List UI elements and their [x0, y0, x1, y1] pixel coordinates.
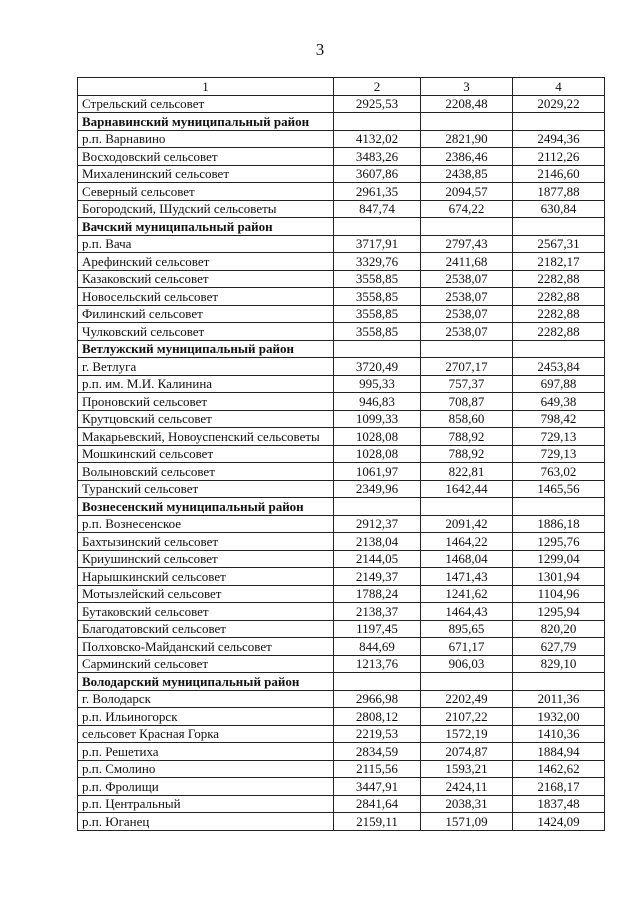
table-row [78, 603, 605, 621]
value-cell-v4: 627,79 [513, 638, 605, 656]
value-cell-v4: 1299,04 [513, 550, 605, 568]
settlement-name: р.п. Юганец [78, 813, 334, 831]
table-row [78, 795, 605, 813]
value-cell-v2: 2808,12 [334, 708, 421, 726]
table-row [78, 533, 605, 551]
empty-cell [421, 218, 513, 236]
table-row [78, 620, 605, 638]
value-cell-v4: 1295,76 [513, 533, 605, 551]
empty-cell [421, 673, 513, 691]
value-cell-v3: 2202,49 [421, 690, 513, 708]
value-cell-v4: 2011,36 [513, 690, 605, 708]
settlement-name: Полховско-Майданский сельсовет [78, 638, 334, 656]
value-cell-v2: 2912,37 [334, 515, 421, 533]
table-row [78, 708, 605, 726]
table-row [78, 445, 605, 463]
district-name: Вознесенский муниципальный район [78, 498, 334, 516]
table-row [78, 375, 605, 393]
table-row [78, 655, 605, 673]
table-row [78, 358, 605, 376]
value-cell-v3: 1471,43 [421, 568, 513, 586]
table-body [78, 78, 605, 831]
value-cell-v3: 2821,90 [421, 130, 513, 148]
table-row [78, 130, 605, 148]
value-cell-v4: 2282,88 [513, 323, 605, 341]
value-cell-v2: 1061,97 [334, 463, 421, 481]
settlement-name: Михаленинский сельсовет [78, 165, 334, 183]
settlement-name: Казаковский сельсовет [78, 270, 334, 288]
value-cell-v2: 3558,85 [334, 305, 421, 323]
value-cell-v4: 1462,62 [513, 760, 605, 778]
table-row [78, 480, 605, 498]
district-name: Варнавинский муниципальный район [78, 113, 334, 131]
value-cell-v2: 844,69 [334, 638, 421, 656]
value-cell-v4: 798,42 [513, 410, 605, 428]
value-cell-v2: 2138,37 [334, 603, 421, 621]
table-row [78, 638, 605, 656]
value-cell-v2: 3717,91 [334, 235, 421, 253]
settlement-name: Бутаковский сельсовет [78, 603, 334, 621]
column-header-4: 4 [513, 78, 605, 96]
settlement-name: Мотызлейский сельсовет [78, 585, 334, 603]
value-cell-v2: 1197,45 [334, 620, 421, 638]
value-cell-v4: 697,88 [513, 375, 605, 393]
table-row [78, 148, 605, 166]
settlement-name: р.п. Смолино [78, 760, 334, 778]
value-cell-v2: 2144,05 [334, 550, 421, 568]
value-cell-v2: 1028,08 [334, 445, 421, 463]
district-name: Вачский муниципальный район [78, 218, 334, 236]
settlement-name: Криушинский сельсовет [78, 550, 334, 568]
value-cell-v3: 2707,17 [421, 358, 513, 376]
value-cell-v3: 1241,62 [421, 585, 513, 603]
value-cell-v2: 946,83 [334, 393, 421, 411]
table-row [78, 428, 605, 446]
value-cell-v3: 2411,68 [421, 253, 513, 271]
tariff-table [77, 77, 605, 831]
value-cell-v4: 2112,26 [513, 148, 605, 166]
value-cell-v4: 2182,17 [513, 253, 605, 271]
district-name: Володарский муниципальный район [78, 673, 334, 691]
settlement-name: р.п. Ильиногорск [78, 708, 334, 726]
page-number: 3 [315, 40, 325, 59]
value-cell-v2: 847,74 [334, 200, 421, 218]
value-cell-v2: 2966,98 [334, 690, 421, 708]
table-row [78, 165, 605, 183]
settlement-name: Новосельский сельсовет [78, 288, 334, 306]
column-header-3: 3 [421, 78, 513, 96]
settlement-name: Крутцовский сельсовет [78, 410, 334, 428]
value-cell-v4: 829,10 [513, 655, 605, 673]
settlement-name: Чулковский сельсовет [78, 323, 334, 341]
table-row [78, 743, 605, 761]
empty-cell [334, 673, 421, 691]
value-cell-v3: 895,65 [421, 620, 513, 638]
value-cell-v2: 3720,49 [334, 358, 421, 376]
value-cell-v2: 1028,08 [334, 428, 421, 446]
value-cell-v4: 1301,94 [513, 568, 605, 586]
district-header-row [78, 340, 605, 358]
value-cell-v2: 4132,02 [334, 130, 421, 148]
value-cell-v3: 858,60 [421, 410, 513, 428]
settlement-name: Богородский, Шудский сельсоветы [78, 200, 334, 218]
table-row [78, 813, 605, 831]
value-cell-v2: 2159,11 [334, 813, 421, 831]
value-cell-v2: 995,33 [334, 375, 421, 393]
value-cell-v3: 1468,04 [421, 550, 513, 568]
value-cell-v3: 2107,22 [421, 708, 513, 726]
empty-cell [421, 498, 513, 516]
empty-cell [334, 498, 421, 516]
table-row [78, 95, 605, 113]
value-cell-v3: 1642,44 [421, 480, 513, 498]
value-cell-v4: 1884,94 [513, 743, 605, 761]
empty-cell [421, 340, 513, 358]
settlement-name: г. Ветлуга [78, 358, 334, 376]
value-cell-v2: 2925,53 [334, 95, 421, 113]
value-cell-v2: 3483,26 [334, 148, 421, 166]
value-cell-v4: 820,20 [513, 620, 605, 638]
empty-cell [421, 113, 513, 131]
value-cell-v3: 708,87 [421, 393, 513, 411]
settlement-name: р.п. Центральный [78, 795, 334, 813]
value-cell-v3: 788,92 [421, 428, 513, 446]
district-header-row [78, 113, 605, 131]
value-cell-v3: 2038,31 [421, 795, 513, 813]
table-row [78, 323, 605, 341]
settlement-name: р.п. Фролищи [78, 778, 334, 796]
value-cell-v2: 2841,64 [334, 795, 421, 813]
settlement-name: Макарьевский, Новоуспенский сельсоветы [78, 428, 334, 446]
value-cell-v3: 2538,07 [421, 305, 513, 323]
value-cell-v4: 1932,00 [513, 708, 605, 726]
value-cell-v3: 1572,19 [421, 725, 513, 743]
value-cell-v3: 2094,57 [421, 183, 513, 201]
district-header-row [78, 498, 605, 516]
settlement-name: Проновский сельсовет [78, 393, 334, 411]
value-cell-v4: 729,13 [513, 428, 605, 446]
settlement-name: Мошкинский сельсовет [78, 445, 334, 463]
column-header-2: 2 [334, 78, 421, 96]
settlement-name: г. Володарск [78, 690, 334, 708]
settlement-name: р.п. Решетиха [78, 743, 334, 761]
table-row [78, 725, 605, 743]
value-cell-v2: 1213,76 [334, 655, 421, 673]
value-cell-v4: 729,13 [513, 445, 605, 463]
settlement-name: р.п. им. М.И. Калинина [78, 375, 334, 393]
value-cell-v3: 788,92 [421, 445, 513, 463]
value-cell-v4: 2282,88 [513, 288, 605, 306]
settlement-name: Нарышкинский сельсовет [78, 568, 334, 586]
district-name: Ветлужский муниципальный район [78, 340, 334, 358]
table-row [78, 550, 605, 568]
value-cell-v4: 2168,17 [513, 778, 605, 796]
settlement-name: Восходовский сельсовет [78, 148, 334, 166]
value-cell-v2: 3558,85 [334, 288, 421, 306]
value-cell-v4: 2029,22 [513, 95, 605, 113]
value-cell-v2: 2834,59 [334, 743, 421, 761]
settlement-name: Северный сельсовет [78, 183, 334, 201]
value-cell-v4: 1295,94 [513, 603, 605, 621]
value-cell-v3: 2797,43 [421, 235, 513, 253]
value-cell-v4: 1886,18 [513, 515, 605, 533]
settlement-name: Филинский сельсовет [78, 305, 334, 323]
value-cell-v4: 1424,09 [513, 813, 605, 831]
value-cell-v2: 2349,96 [334, 480, 421, 498]
value-cell-v3: 671,17 [421, 638, 513, 656]
empty-cell [513, 673, 605, 691]
value-cell-v3: 2438,85 [421, 165, 513, 183]
settlement-name: Туранский сельсовет [78, 480, 334, 498]
value-cell-v2: 3558,85 [334, 270, 421, 288]
table-row [78, 235, 605, 253]
empty-cell [334, 113, 421, 131]
value-cell-v4: 2146,60 [513, 165, 605, 183]
value-cell-v2: 2219,53 [334, 725, 421, 743]
value-cell-v4: 630,84 [513, 200, 605, 218]
value-cell-v4: 763,02 [513, 463, 605, 481]
settlement-name: Благодатовский сельсовет [78, 620, 334, 638]
table-header-row [78, 78, 605, 96]
value-cell-v3: 1464,22 [421, 533, 513, 551]
value-cell-v2: 1099,33 [334, 410, 421, 428]
settlement-name: р.п. Вача [78, 235, 334, 253]
value-cell-v2: 2138,04 [334, 533, 421, 551]
table-row [78, 463, 605, 481]
value-cell-v3: 2074,87 [421, 743, 513, 761]
value-cell-v4: 2567,31 [513, 235, 605, 253]
value-cell-v3: 2538,07 [421, 270, 513, 288]
value-cell-v4: 2282,88 [513, 305, 605, 323]
value-cell-v4: 2282,88 [513, 270, 605, 288]
value-cell-v2: 3329,76 [334, 253, 421, 271]
settlement-name: Арефинский сельсовет [78, 253, 334, 271]
settlement-name: сельсовет Красная Горка [78, 725, 334, 743]
settlement-name: Бахтызинский сельсовет [78, 533, 334, 551]
empty-cell [513, 340, 605, 358]
empty-cell [513, 498, 605, 516]
value-cell-v4: 2494,36 [513, 130, 605, 148]
settlement-name: Сарминский сельсовет [78, 655, 334, 673]
empty-cell [334, 218, 421, 236]
column-header-1: 1 [78, 78, 334, 96]
table-row [78, 393, 605, 411]
value-cell-v3: 2386,46 [421, 148, 513, 166]
settlement-name: Стрельский сельсовет [78, 95, 334, 113]
settlement-name: р.п. Вознесенское [78, 515, 334, 533]
value-cell-v3: 906,03 [421, 655, 513, 673]
table-row [78, 183, 605, 201]
empty-cell [513, 113, 605, 131]
value-cell-v3: 2538,07 [421, 288, 513, 306]
settlement-name: р.п. Варнавино [78, 130, 334, 148]
value-cell-v2: 1788,24 [334, 585, 421, 603]
value-cell-v2: 2961,35 [334, 183, 421, 201]
district-header-row [78, 218, 605, 236]
district-header-row [78, 673, 605, 691]
table-row [78, 515, 605, 533]
value-cell-v4: 1410,36 [513, 725, 605, 743]
value-cell-v2: 2115,56 [334, 760, 421, 778]
table-row [78, 585, 605, 603]
table-row [78, 253, 605, 271]
value-cell-v3: 1571,09 [421, 813, 513, 831]
table-row [78, 288, 605, 306]
table-row [78, 568, 605, 586]
value-cell-v4: 1104,96 [513, 585, 605, 603]
value-cell-v2: 3447,91 [334, 778, 421, 796]
empty-cell [334, 340, 421, 358]
value-cell-v4: 1877,88 [513, 183, 605, 201]
empty-cell [513, 218, 605, 236]
value-cell-v3: 1464,43 [421, 603, 513, 621]
value-cell-v2: 3558,85 [334, 323, 421, 341]
table-row [78, 270, 605, 288]
value-cell-v4: 1465,56 [513, 480, 605, 498]
value-cell-v3: 757,37 [421, 375, 513, 393]
table-row [78, 305, 605, 323]
table-row [78, 410, 605, 428]
value-cell-v4: 1837,48 [513, 795, 605, 813]
value-cell-v3: 2538,07 [421, 323, 513, 341]
value-cell-v4: 649,38 [513, 393, 605, 411]
settlement-name: Волыновский сельсовет [78, 463, 334, 481]
value-cell-v3: 2208,48 [421, 95, 513, 113]
table-row [78, 760, 605, 778]
value-cell-v3: 1593,21 [421, 760, 513, 778]
table-row [78, 778, 605, 796]
value-cell-v3: 2091,42 [421, 515, 513, 533]
table-row [78, 690, 605, 708]
value-cell-v3: 2424,11 [421, 778, 513, 796]
table-row [78, 200, 605, 218]
value-cell-v4: 2453,84 [513, 358, 605, 376]
value-cell-v2: 2149,37 [334, 568, 421, 586]
value-cell-v3: 822,81 [421, 463, 513, 481]
value-cell-v3: 674,22 [421, 200, 513, 218]
value-cell-v2: 3607,86 [334, 165, 421, 183]
